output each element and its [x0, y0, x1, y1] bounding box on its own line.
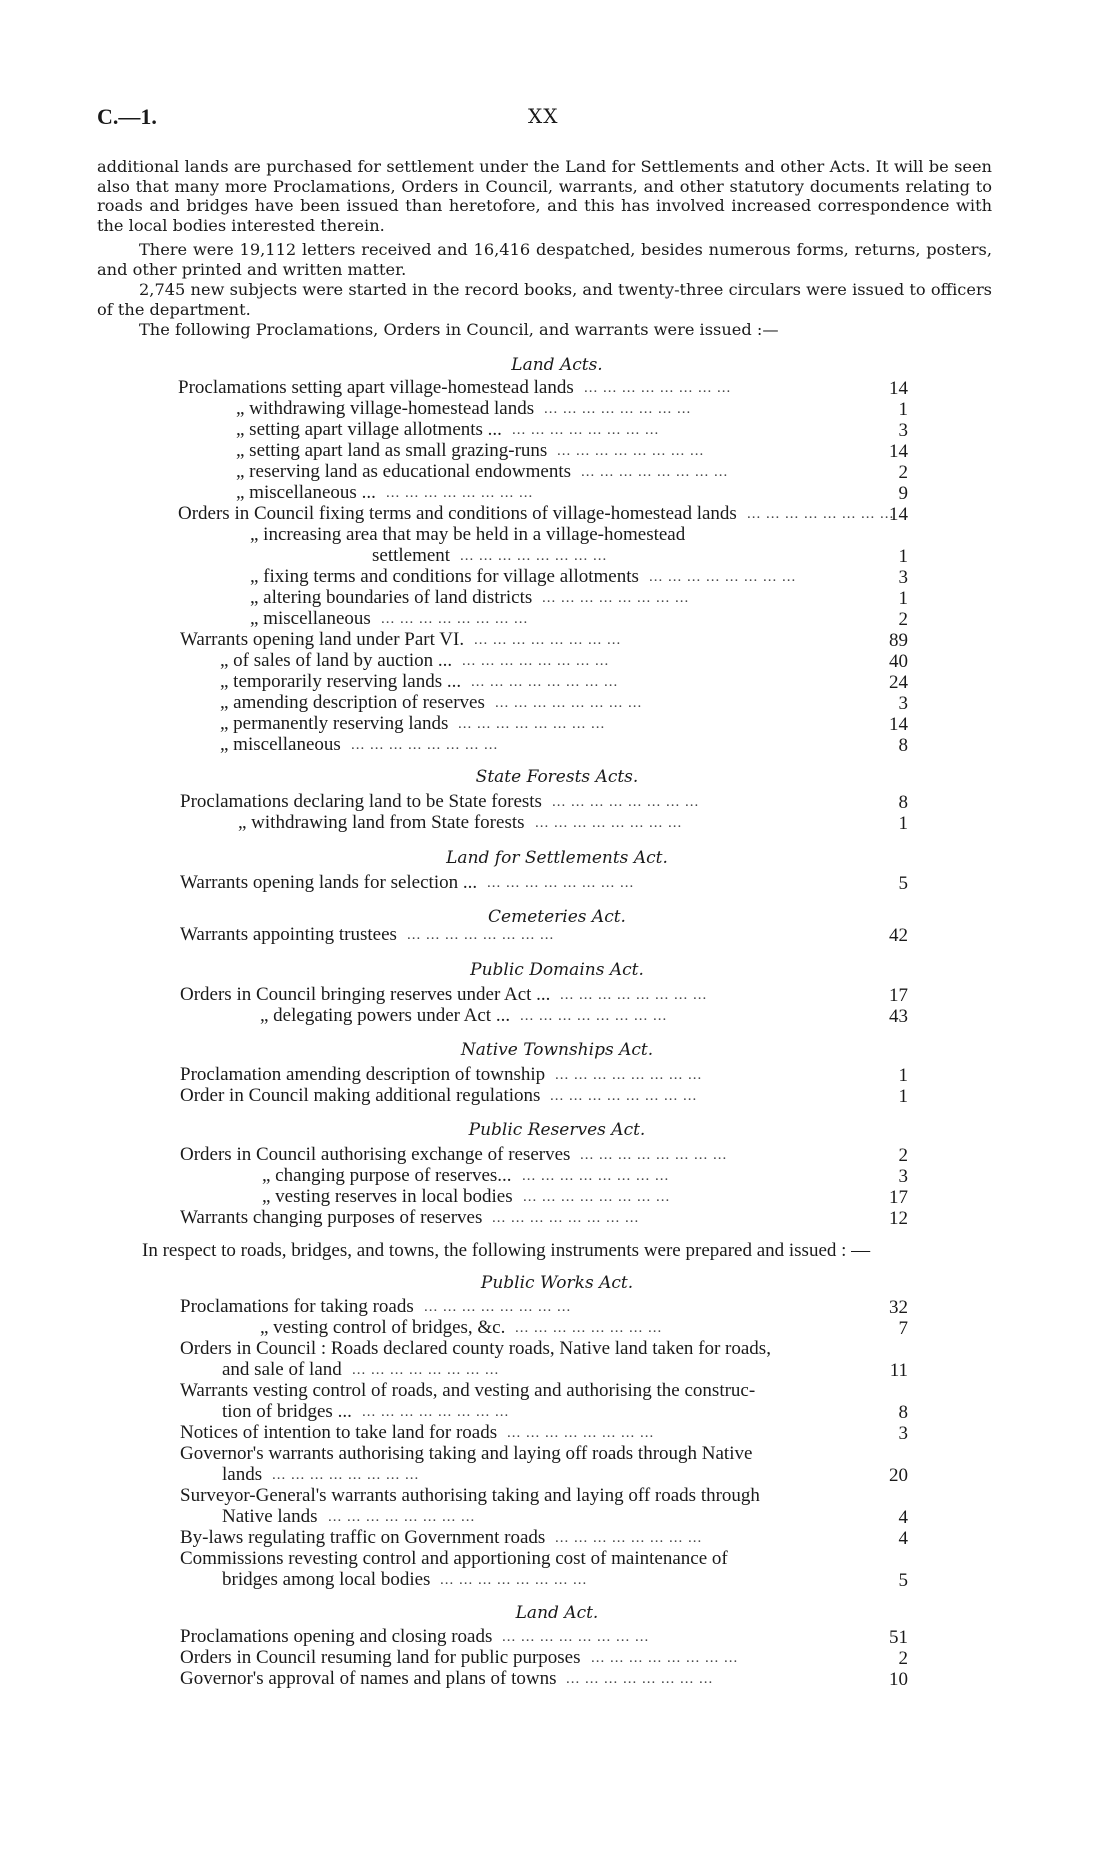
table-row: Native lands — [222, 1506, 318, 1527]
leader-dots: ... ... ... ... ... ... ... ... — [424, 1299, 572, 1315]
row-value: 14 — [889, 441, 908, 462]
leader-dots: ... ... ... ... ... ... ... ... — [520, 1008, 668, 1024]
row-value: 2 — [898, 1145, 908, 1166]
table-row: „ setting apart land as small grazing-runs — [236, 440, 548, 461]
table-row: Orders in Council bringing reserves under Act ... — [180, 984, 551, 1005]
row-value: 4 — [898, 1507, 908, 1528]
row-value: 42 — [889, 925, 908, 946]
table-row: Warrants vesting control of roads, and vesting and authorising the construc- — [180, 1380, 756, 1401]
table-row: Warrants changing purposes of reserves — [180, 1207, 483, 1228]
row-value: 3 — [898, 1166, 908, 1187]
leader-dots: ... ... ... ... ... ... ... ... — [487, 875, 635, 891]
row-value: 51 — [889, 1627, 908, 1648]
row-value: 20 — [889, 1465, 908, 1486]
row-value: 24 — [889, 672, 908, 693]
row-value: 5 — [898, 873, 908, 894]
table-row: settlement — [372, 545, 451, 566]
leader-dots: ... ... ... ... ... ... ... ... — [555, 1530, 703, 1546]
row-value: 1 — [898, 1065, 908, 1086]
table-row: „ temporarily reserving lands ... — [220, 671, 462, 692]
leader-dots: ... ... ... ... ... ... ... ... — [552, 794, 700, 810]
table-row: „ reserving land as educational endowments — [236, 461, 572, 482]
leader-dots: ... ... ... ... ... ... ... ... — [512, 422, 660, 438]
table-row: „ vesting control of bridges, &c. — [260, 1317, 506, 1338]
table-row: Orders in Council fixing terms and conditions of village-homestead lands — [178, 503, 737, 524]
table-row: Proclamations setting apart village-homestead lands — [178, 377, 574, 398]
table-row: „ withdrawing land from State forests — [238, 812, 525, 833]
row-value: 8 — [898, 735, 908, 756]
table-row: „ delegating powers under Act ... — [260, 1005, 511, 1026]
row-value: 14 — [889, 714, 908, 735]
leader-dots: ... ... ... ... ... ... ... ... — [557, 443, 705, 459]
table-row: Proclamation amending description of township — [180, 1064, 546, 1085]
row-value: 10 — [889, 1669, 908, 1690]
paragraph-4: The following Proclamations, Orders in Council, and warrants were issued :— — [139, 320, 779, 339]
table-row: Governor's warrants authorising taking and laying off roads through Native — [180, 1443, 753, 1464]
page-number: XX — [528, 104, 559, 128]
row-value: 3 — [898, 567, 908, 588]
row-value: 14 — [889, 378, 908, 399]
leader-dots: ... ... ... ... ... ... ... ... — [362, 1404, 510, 1420]
section-heading: Land Acts. — [511, 355, 603, 375]
table-row: and sale of land — [222, 1359, 342, 1380]
row-value: 3 — [898, 693, 908, 714]
section-heading: Public Reserves Act. — [468, 1120, 646, 1140]
leader-dots: ... ... ... ... ... ... ... ... — [542, 590, 690, 606]
row-value: 7 — [898, 1318, 908, 1339]
row-value: 1 — [898, 546, 908, 567]
table-row: „ miscellaneous — [250, 608, 371, 629]
row-value: 43 — [889, 1006, 908, 1027]
table-row: tion of bridges ... — [222, 1401, 352, 1422]
table-row: „ setting apart village allotments ... — [236, 419, 502, 440]
leader-dots: ... ... ... ... ... ... ... ... — [440, 1572, 588, 1588]
row-value: 2 — [898, 1648, 908, 1669]
leader-dots: ... ... ... ... ... ... ... ... — [495, 695, 643, 711]
leader-dots: ... ... ... ... ... ... ... ... — [566, 1671, 714, 1687]
table-row: Order in Council making additional regulations — [180, 1085, 541, 1106]
table-row: „ altering boundaries of land districts — [250, 587, 533, 608]
leader-dots: ... ... ... ... ... ... ... ... — [591, 1650, 739, 1666]
table-row: By-laws regulating traffic on Government roads — [180, 1527, 546, 1548]
row-value: 2 — [898, 462, 908, 483]
row-value: 9 — [898, 483, 908, 504]
row-value: 11 — [889, 1360, 908, 1381]
table-row: „ withdrawing village-homestead lands — [236, 398, 535, 419]
table-row: Orders in Council authorising exchange of reserves — [180, 1144, 571, 1165]
table-row: Notices of intention to take land for roads — [180, 1422, 498, 1443]
leader-dots: ... ... ... ... ... ... ... ... — [474, 632, 622, 648]
leader-dots: ... ... ... ... ... ... ... ... — [649, 569, 797, 585]
table-row: „ miscellaneous ... — [236, 482, 376, 503]
row-value: 12 — [889, 1208, 908, 1229]
leader-dots: ... ... ... ... ... ... ... ... — [471, 674, 619, 690]
leader-dots: ... ... ... ... ... ... ... ... — [462, 653, 610, 669]
table-row: Orders in Council resuming land for public purposes — [180, 1647, 581, 1668]
row-value: 8 — [898, 792, 908, 813]
leader-dots: ... ... ... ... ... ... ... ... — [523, 1189, 671, 1205]
row-value: 1 — [898, 813, 908, 834]
leader-dots: ... ... ... ... ... ... ... ... — [581, 464, 729, 480]
leader-dots: ... ... ... ... ... ... ... ... — [747, 506, 895, 522]
leader-dots: ... ... ... ... ... ... ... ... — [458, 716, 606, 732]
table-row: „ fixing terms and conditions for village allotments — [250, 566, 639, 587]
row-value: 1 — [898, 1086, 908, 1107]
section-heading: Land for Settlements Act. — [446, 848, 668, 868]
leader-dots: ... ... ... ... ... ... ... ... — [584, 380, 732, 396]
table-row: Proclamations for taking roads — [180, 1296, 414, 1317]
leader-dots: ... ... ... ... ... ... ... ... — [328, 1509, 476, 1525]
row-value: 2 — [898, 609, 908, 630]
leader-dots: ... ... ... ... ... ... ... ... — [560, 987, 708, 1003]
leader-dots: ... ... ... ... ... ... ... ... — [386, 485, 534, 501]
leader-dots: ... ... ... ... ... ... ... ... — [580, 1147, 728, 1163]
row-value: 17 — [889, 1187, 908, 1208]
row-value: 1 — [898, 588, 908, 609]
row-value: 17 — [889, 985, 908, 1006]
leader-dots: ... ... ... ... ... ... ... ... — [550, 1088, 698, 1104]
leader-dots: ... ... ... ... ... ... ... ... — [351, 737, 499, 753]
paragraph-2: There were 19,112 letters received and 16,416 despatched, besides numerous forms, returns, posters, and other printed and written matter. — [97, 240, 992, 279]
leader-dots: ... ... ... ... ... ... ... ... — [492, 1210, 640, 1226]
leader-dots: ... ... ... ... ... ... ... ... — [407, 927, 555, 943]
leader-dots: ... ... ... ... ... ... ... ... — [535, 815, 683, 831]
row-value: 3 — [898, 1423, 908, 1444]
table-row: Proclamations opening and closing roads — [180, 1626, 493, 1647]
row-value: 89 — [889, 630, 908, 651]
leader-dots: ... ... ... ... ... ... ... ... — [272, 1467, 420, 1483]
leader-dots: ... ... ... ... ... ... ... ... — [522, 1168, 670, 1184]
section-heading: Public Domains Act. — [470, 960, 644, 980]
row-value: 8 — [898, 1402, 908, 1423]
table-row: „ miscellaneous — [220, 734, 341, 755]
table-row: „ of sales of land by auction ... — [220, 650, 453, 671]
row-value: 3 — [898, 420, 908, 441]
row-value: 32 — [889, 1297, 908, 1318]
table-row: bridges among local bodies — [222, 1569, 431, 1590]
section-heading: Native Townships Act. — [460, 1040, 654, 1060]
table-row: Surveyor-General's warrants authorising taking and laying off roads through — [180, 1485, 760, 1506]
paragraph-3: 2,745 new subjects were started in the record books, and twenty-three circulars were issued to officers of the department. — [97, 280, 992, 319]
table-row: „ changing purpose of reserves... — [262, 1165, 512, 1186]
leader-dots: ... ... ... ... ... ... ... ... — [507, 1425, 655, 1441]
table-row: lands — [222, 1464, 263, 1485]
document-code: C.—1. — [97, 104, 157, 129]
leader-dots: ... ... ... ... ... ... ... ... — [515, 1320, 663, 1336]
section-heading: State Forests Acts. — [475, 767, 639, 787]
leader-dots: ... ... ... ... ... ... ... ... — [544, 401, 692, 417]
leader-dots: ... ... ... ... ... ... ... ... — [502, 1629, 650, 1645]
table-row: Warrants opening land under Part VI. — [180, 629, 465, 650]
table-row: „ vesting reserves in local bodies — [262, 1186, 513, 1207]
table-row: „ permanently reserving lands — [220, 713, 449, 734]
table-row: Warrants opening lands for selection ... — [180, 872, 478, 893]
table-row: Governor's approval of names and plans of towns — [180, 1668, 557, 1689]
leader-dots: ... ... ... ... ... ... ... ... — [555, 1067, 703, 1083]
table-row: Orders in Council : Roads declared county roads, Native land taken for roads, — [180, 1338, 771, 1359]
table-row: „ increasing area that may be held in a village-homestead — [250, 524, 686, 545]
leader-dots: ... ... ... ... ... ... ... ... — [352, 1362, 500, 1378]
section-heading: Public Works Act. — [480, 1273, 634, 1293]
table-row: Commissions revesting control and apportioning cost of maintenance of — [180, 1548, 728, 1569]
row-value: 14 — [889, 504, 908, 525]
roads-intro: In respect to roads, bridges, and towns, the following instruments were prepared and issued : — — [142, 1240, 871, 1261]
table-row: Warrants appointing trustees — [180, 924, 397, 945]
section-heading: Land Act. — [515, 1603, 599, 1623]
leader-dots: ... ... ... ... ... ... ... ... — [460, 548, 608, 564]
table-row: Proclamations declaring land to be State forests — [180, 791, 542, 812]
row-value: 4 — [898, 1528, 908, 1549]
leader-dots: ... ... ... ... ... ... ... ... — [381, 611, 529, 627]
table-row: „ amending description of reserves — [220, 692, 485, 713]
row-value: 5 — [898, 1570, 908, 1591]
paragraph-1: additional lands are purchased for settlement under the Land for Settlements and other Acts. It will be seen also that many more Proclamations, Orders in Council, warrants, and other statutory documents relating to roads and bridges have been issued than heretofore, and this has involved increased correspondence with the local bodies interested therein. — [97, 157, 992, 235]
section-heading: Cemeteries Act. — [488, 907, 626, 927]
row-value: 1 — [898, 399, 908, 420]
row-value: 40 — [889, 651, 908, 672]
